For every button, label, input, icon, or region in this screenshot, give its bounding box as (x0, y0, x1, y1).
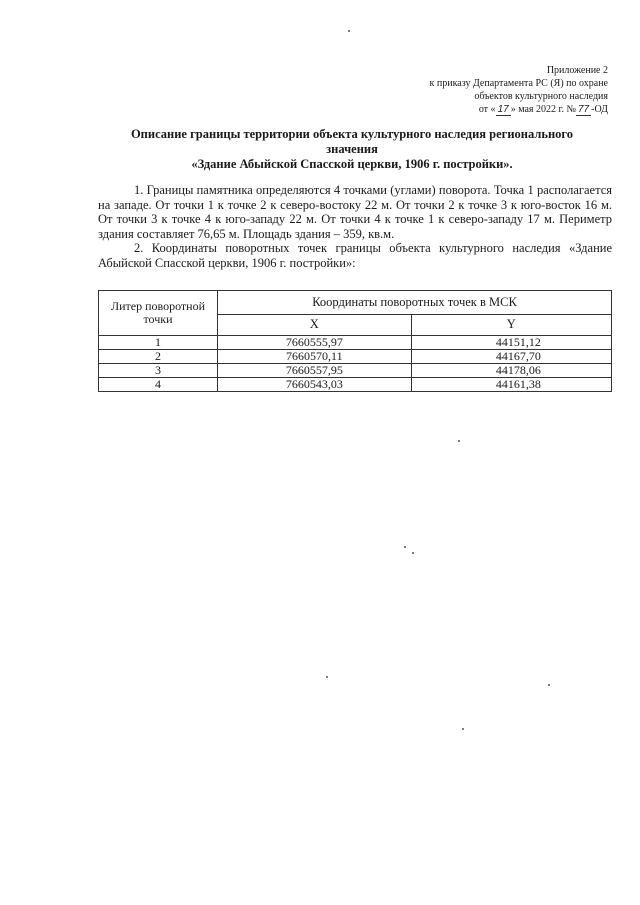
paragraph-boundaries: 1. Границы памятника определяются 4 точками (углами) поворота. Точка 1 располагается на западе. От точки 1 к точке 2 к северо-востоку 22 м. От точки 2 к точке 3 к юго-восток 16 м. От точки 3 к точке 4 к юго-западу 22 м. От точки 4 к точке 1 к северо-западу 17 м. Периметр здания составляет 76,65 м. Площадь здания – 359, кв.м. (98, 183, 612, 241)
cell-liter: 2 (99, 350, 218, 364)
appendix-date-line (430, 103, 608, 116)
body-text (98, 183, 612, 270)
table-row (99, 350, 612, 364)
paragraph-coordinates-intro: 2. Координаты поворотных точек границы объекта культурного наследия «Здание Абыйской Спасской церкви, 1906 г. постройки»: (98, 241, 612, 270)
cell-x: 7660557,95 (218, 364, 412, 378)
table-row (99, 364, 612, 378)
cell-x: 7660543,03 (218, 378, 412, 392)
cell-liter: 3 (99, 364, 218, 378)
order-suffix: -ОД (591, 104, 608, 115)
scan-speck (326, 676, 328, 678)
cell-y: 44161,38 (411, 378, 611, 392)
header-y: Y (411, 314, 611, 335)
cell-y: 44151,12 (411, 336, 611, 350)
scan-speck (412, 552, 414, 554)
appendix-order-ref: к приказу Департамента РС (Я) по охране (429, 78, 608, 89)
title-line-1: Описание границы территории объекта культурного наследия регионального (130, 127, 574, 141)
cell-x: 7660570,11 (218, 350, 412, 364)
title-line-3: «Здание Абыйской Спасской церкви, 1906 г. постройки». (191, 157, 513, 171)
header-coordinates: Координаты поворотных точек в МСК (218, 291, 612, 315)
scan-speck (458, 440, 460, 442)
scan-speck (548, 684, 550, 686)
scan-speck (404, 546, 406, 548)
cell-x: 7660555,97 (218, 336, 412, 350)
cell-y: 44167,70 (411, 350, 611, 364)
header-x: X (218, 314, 412, 335)
date-prefix: от « (478, 104, 496, 115)
table-row (99, 336, 612, 350)
cell-liter: 1 (99, 336, 218, 350)
order-number: 77 (578, 104, 590, 115)
table-header-row (99, 291, 612, 315)
date-day: 17 (497, 104, 509, 115)
title-line-2: значения (326, 142, 378, 156)
appendix-header (430, 64, 608, 116)
cell-y: 44178,06 (411, 364, 611, 378)
scan-speck (348, 30, 350, 32)
document-title (92, 127, 612, 172)
header-liter: Литер поворотной точки (99, 291, 218, 336)
table-row (99, 378, 612, 392)
coordinates-table (98, 290, 612, 392)
cell-liter: 4 (99, 378, 218, 392)
date-mid: » мая 2022 г. № (510, 104, 576, 115)
appendix-number: Приложение 2 (546, 65, 608, 76)
appendix-department: объектов культурного наследия (474, 91, 608, 102)
scan-speck (462, 728, 464, 730)
